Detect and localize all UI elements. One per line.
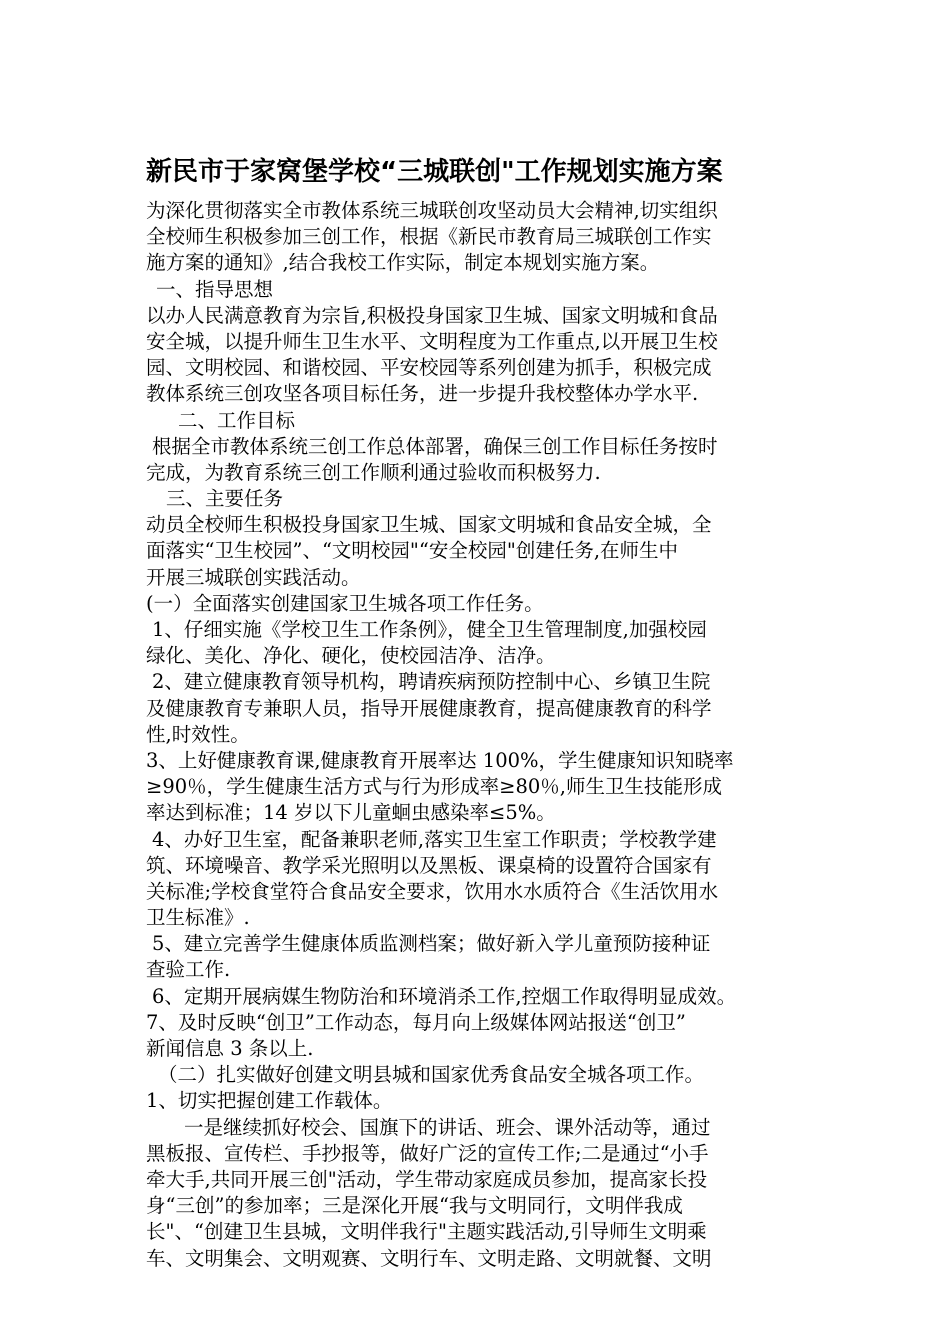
list-item: 1、仔细实施《学校卫生工作条例》，健全卫生管理制度,加强校园	[152, 618, 707, 641]
body-line: 动员全校师生积极投身国家卫生城、国家文明城和食品安全城，全	[146, 513, 712, 537]
body-line: 长"、“创建卫生县城，文明伴我行"主题实践活动,引导师生文明乘	[146, 1220, 707, 1244]
body-line: 园、文明校园、和谐校园、平安校园等系列创建为抓手，积极完成	[146, 356, 712, 380]
body-line: 率达到标准；14 岁以下儿童蛔虫感染率≤5%。	[146, 801, 556, 825]
body-line: 牵大手,共同开展三创"活动，学生带动家庭成员参加，提高家长投	[146, 1167, 708, 1191]
list-item: 7、及时反映“创卫”工作动态，每月向上级媒体网站报送“创卫”	[146, 1010, 686, 1034]
body-line: 黑板报、宣传栏、手抄报等，做好广泛的宣传工作;二是通过“小手	[146, 1141, 709, 1165]
list-item: 2、建立健康教育领导机构，聘请疾病预防控制中心、乡镇卫生院	[152, 670, 711, 694]
body-line: 车、文明集会、文明观赛、文明行车、文明走路、文明就餐、文明	[146, 1246, 712, 1270]
body-line: 以办人民满意教育为宗旨,积极投身国家卫生城、国家文明城和食品	[146, 303, 718, 327]
body-line: 根据全市教体系统三创工作总体部署，确保三创工作目标任务按时	[152, 434, 718, 458]
section-heading: 二、工作目标	[178, 408, 296, 432]
body-line: 全校师生积极参加三创工作，根据《新民市教育局三城联创工作实	[146, 225, 712, 249]
body-line: 施方案的通知》,结合我校工作实际，制定本规划实施方案。	[146, 251, 660, 275]
body-line: 安全城，以提升师生卫生水平、文明程度为工作重点,以开展卫生校	[146, 329, 718, 353]
subsection-heading: （二）扎实做好创建文明县城和国家优秀食品安全城各项工作。	[158, 1063, 705, 1087]
body-line: ≥90％，学生健康生活方式与行为形成率≥80％,师生卫生技能形成	[146, 775, 723, 799]
document-body	[146, 198, 818, 1272]
list-item: 6、定期开展病媒生物防治和环境消杀工作,控烟工作取得明显成效。	[152, 984, 737, 1008]
body-line: 完成，为教育系统三创工作顺利通过验收而积极努力.	[146, 460, 601, 484]
body-line: 绿化、美化、净化、硬化，使校园洁净、洁净。	[146, 644, 556, 668]
body-line: 性,时效性。	[146, 722, 250, 746]
list-item: 4、办好卫生室，配备兼职老师,落实卫生室工作职责；学校教学建	[152, 827, 717, 851]
section-heading: 一、指导思想	[156, 277, 274, 301]
body-line: 新闻信息 3 条以上.	[146, 1037, 314, 1060]
body-line: 面落实“卫生校园”、“文明校园"“安全校园"创建任务,在师生中	[146, 539, 679, 563]
list-item: 1、切实把握创建工作载体。	[146, 1089, 393, 1113]
subsection-heading: (一）全面落实创建国家卫生城各项工作任务。	[146, 591, 544, 615]
body-line: 及健康教育专兼职人员，指导开展健康教育，提高健康教育的科学	[146, 696, 712, 720]
body-line: 开展三城联创实践活动。	[146, 565, 361, 589]
list-item: 3、上好健康教育课,健康教育开展率达 100%，学生健康知识知晓率	[146, 748, 734, 772]
body-line: 卫生标准》.	[146, 906, 250, 930]
body-line: 身“三创”的参加率；三是深化开展“我与文明同行，文明伴我成	[146, 1194, 683, 1218]
body-line: 查验工作.	[146, 958, 231, 982]
body-line: 为深化贯彻落实全市教体系统三城联创攻坚动员大会精神,切实组织	[146, 199, 718, 222]
body-line: 教体系统三创攻坚各项目标任务，进一步提升我校整体办学水平.	[146, 382, 699, 406]
body-line: 一是继续抓好校会、国旗下的讲话、班会、课外活动等，通过	[184, 1115, 711, 1139]
body-line: 筑、环境噪音、教学采光照明以及黑板、课桌椅的设置符合国家有	[146, 853, 712, 877]
body-line: 关标准;学校食堂符合食品安全要求，饮用水水质符合《生活饮用水	[146, 879, 719, 903]
document-title: 新民市于家窝堡学校“三城联创"工作规划实施方案	[146, 157, 723, 187]
section-heading: 三、主要任务	[166, 487, 284, 511]
list-item: 5、建立完善学生健康体质监测档案；做好新入学儿童预防接种证	[152, 932, 711, 956]
